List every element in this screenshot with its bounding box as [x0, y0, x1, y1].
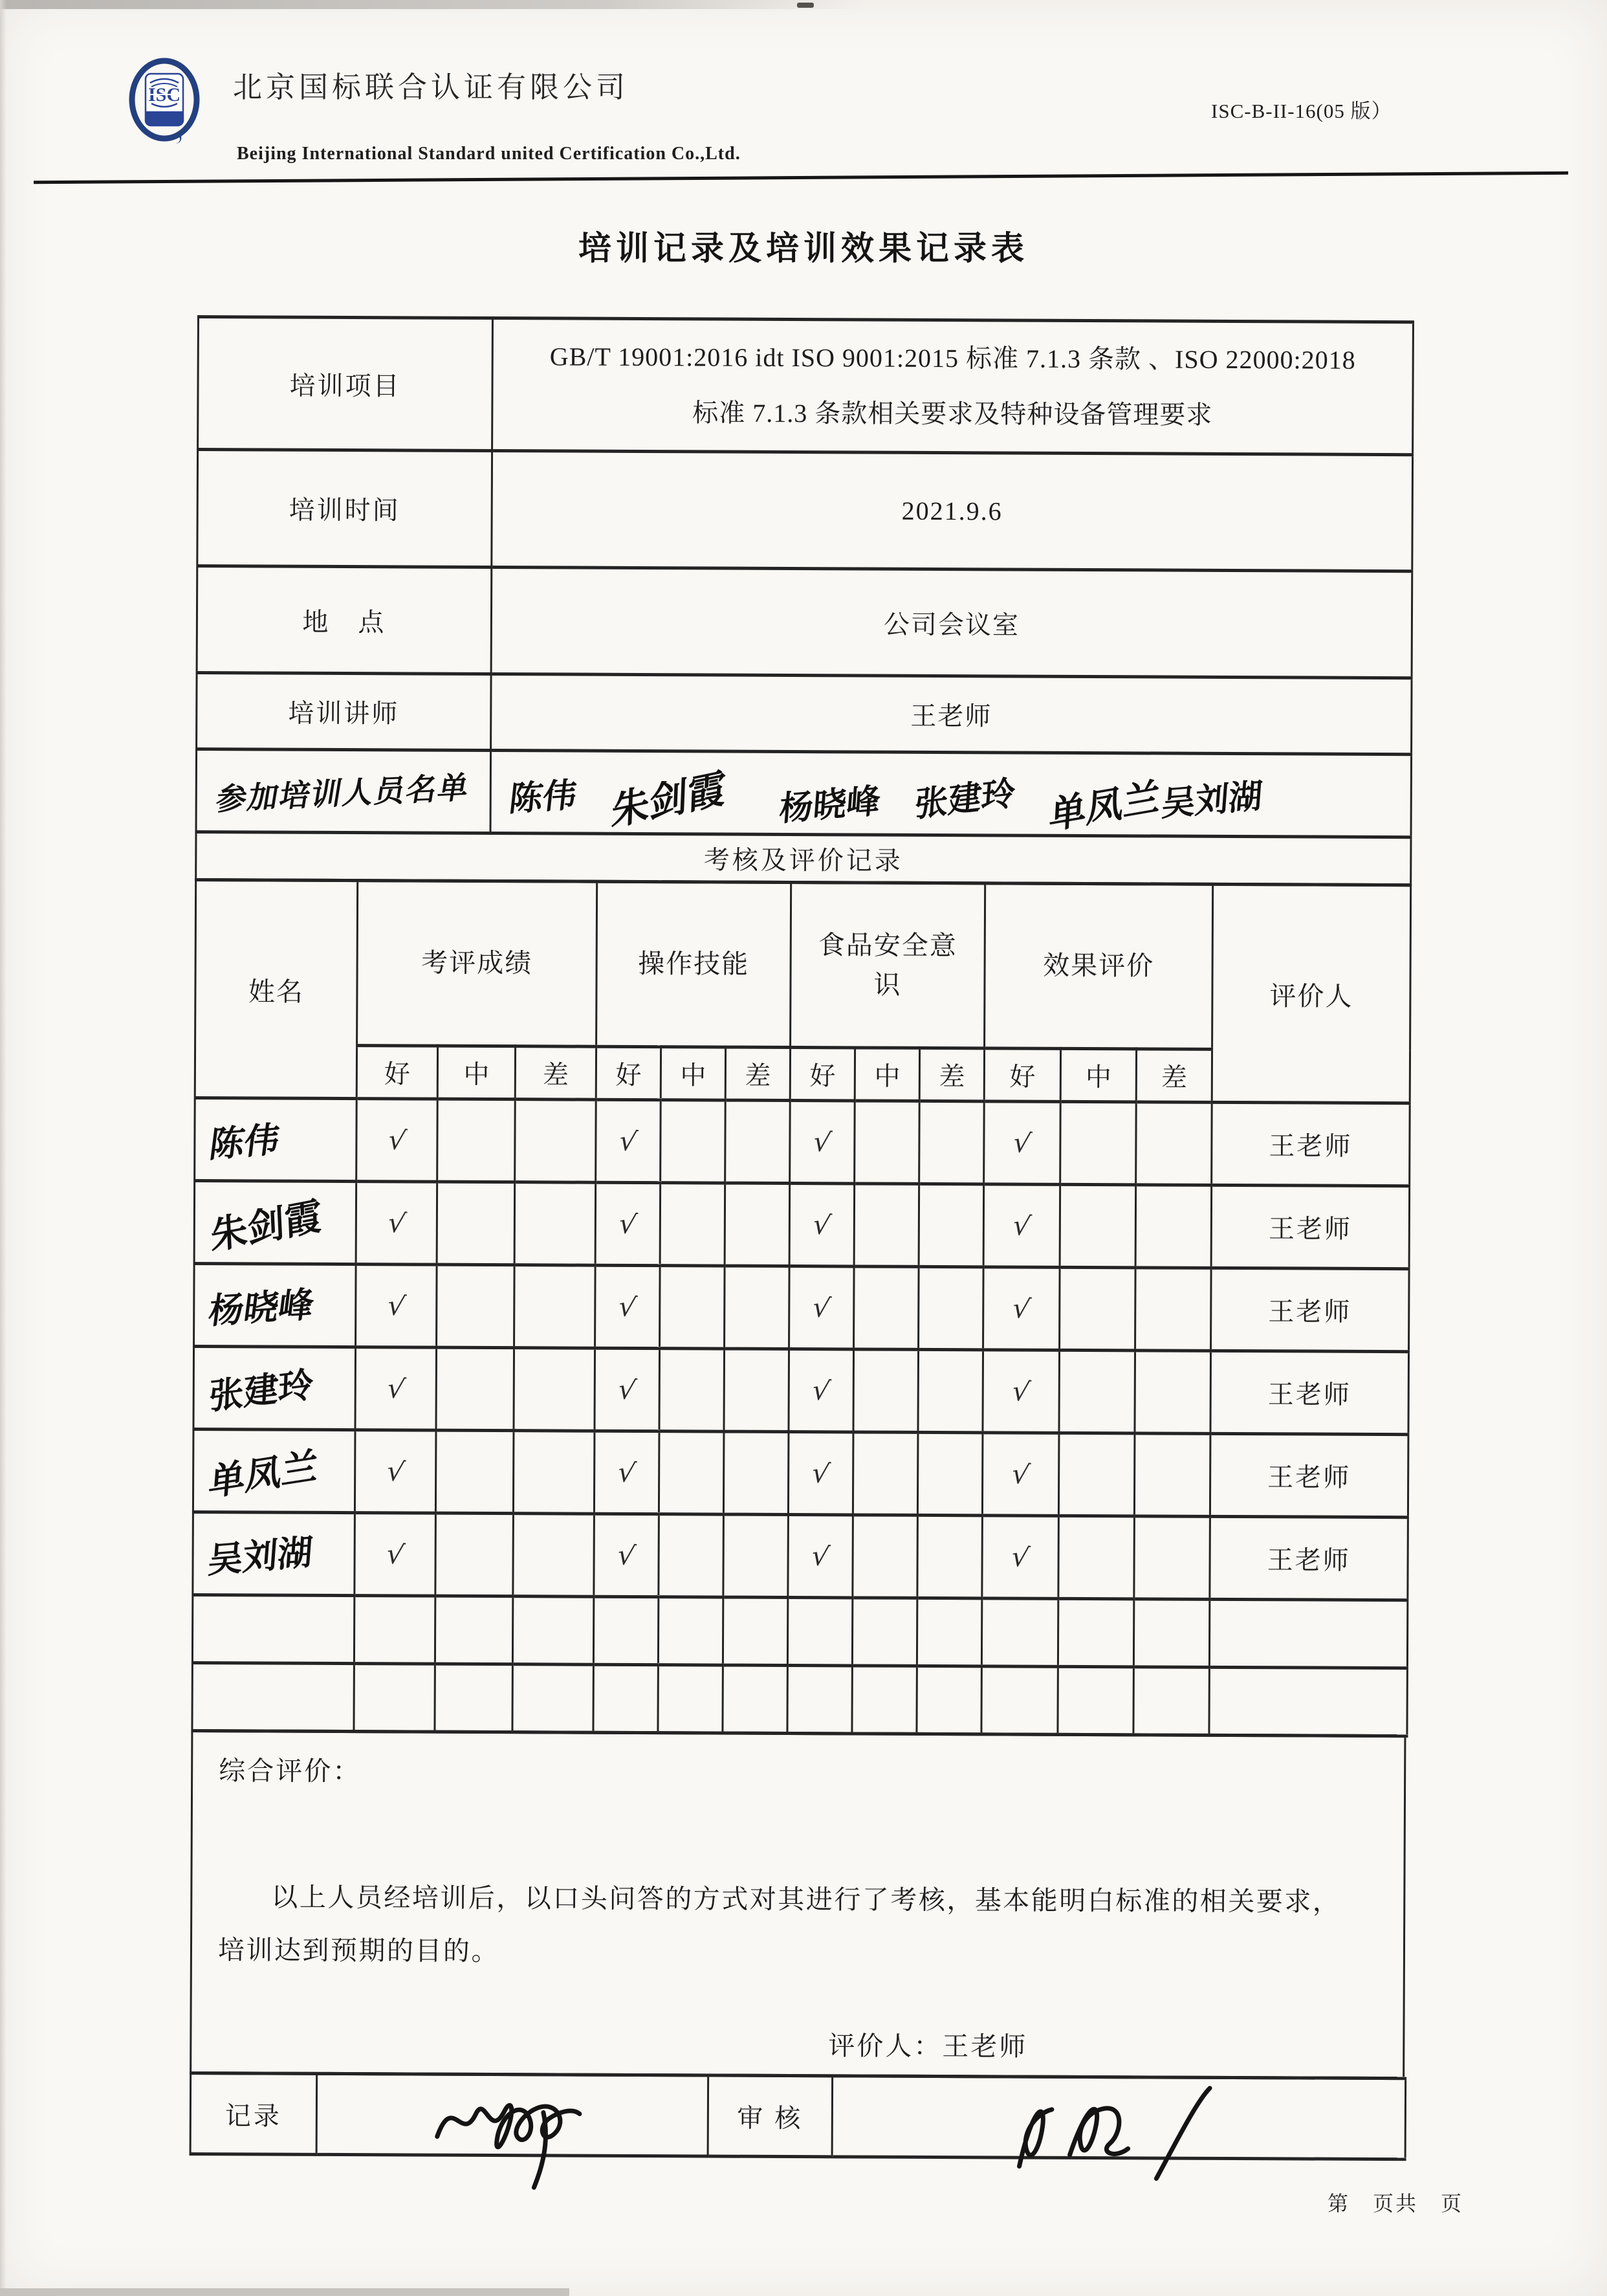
empty-cell	[917, 1666, 981, 1734]
effect-good-check: √	[982, 1516, 1059, 1599]
effect-good-check: √	[982, 1433, 1059, 1516]
score-good-check: √	[355, 1347, 437, 1431]
skill-poor-empty	[725, 1266, 790, 1349]
food-safety-mid-empty	[853, 1432, 918, 1515]
column-group-score: 考评成绩	[357, 881, 597, 1047]
scan-artifact-top-edge	[0, 0, 867, 9]
table-row	[197, 673, 1412, 755]
table-row	[194, 1180, 1410, 1268]
evaluator-cell: 王老师	[1212, 1102, 1410, 1186]
empty-cell	[1209, 1599, 1407, 1668]
empty-cell	[1058, 1666, 1133, 1735]
table-row	[194, 1263, 1410, 1351]
header-divider-line	[34, 171, 1568, 184]
empty-cell	[354, 1596, 435, 1664]
food-safety-mid-empty	[855, 1101, 920, 1184]
subcol-good: 好	[596, 1046, 661, 1099]
empty-cell	[787, 1598, 852, 1666]
summary-text: 以上人员经培训后，以口头问答的方式对其进行了考核，基本能明白标准的相关要求，培训达到预期的目的。	[217, 1882, 1341, 1967]
skill-mid-empty	[661, 1100, 726, 1183]
empty-cell	[593, 1596, 658, 1664]
trainee-name-cell	[194, 1263, 356, 1347]
effect-poor-empty	[1136, 1102, 1212, 1186]
evaluator-cell: 王老师	[1210, 1433, 1408, 1517]
effect-mid-empty	[1058, 1433, 1135, 1516]
project-line-2: 标准 7.1.3 条款相关要求及特种设备管理要求	[692, 398, 1213, 430]
svg-text:ISC: ISC	[148, 84, 181, 105]
empty-cell	[1058, 1598, 1133, 1667]
column-group-skill: 操作技能	[596, 881, 791, 1047]
table-row	[195, 1098, 1410, 1186]
company-name-chinese: 北京国标联合认证有限公司	[233, 71, 629, 104]
assessment-empty-rows	[192, 1595, 1408, 1736]
subcol-good: 好	[984, 1048, 1060, 1102]
training-project-value	[492, 318, 1414, 454]
effect-poor-empty	[1134, 1516, 1210, 1600]
skill-good-check: √	[594, 1514, 659, 1596]
score-poor-empty	[514, 1348, 595, 1431]
empty-cell	[593, 1664, 658, 1732]
skill-poor-empty	[723, 1431, 789, 1514]
table-row	[193, 1346, 1409, 1434]
empty-table-row	[192, 1595, 1407, 1668]
location-value: 公司会议室	[491, 567, 1412, 678]
score-poor-empty	[513, 1514, 595, 1597]
summary-cell	[191, 1730, 1405, 2078]
column-header-name: 姓名	[195, 879, 357, 1098]
trainer-value: 王老师	[491, 674, 1412, 754]
trainee-name-cell	[195, 1098, 357, 1181]
effect-mid-empty	[1060, 1101, 1137, 1185]
summary-label: 综合评价：	[219, 1756, 362, 1787]
score-mid-empty	[437, 1099, 516, 1182]
score-good-check: √	[355, 1430, 436, 1514]
empty-cell	[435, 1596, 512, 1664]
effect-mid-empty	[1059, 1350, 1135, 1433]
empty-cell	[658, 1597, 723, 1665]
effect-good-check: √	[983, 1184, 1060, 1268]
score-mid-empty	[435, 1513, 514, 1596]
evaluator-cell: 王老师	[1210, 1516, 1408, 1600]
isc-company-logo-icon	[128, 56, 201, 148]
skill-mid-empty	[659, 1431, 724, 1514]
subcol-poor: 差	[725, 1047, 790, 1100]
food-safety-mid-empty	[853, 1515, 918, 1598]
column-group-effect: 效果评价	[985, 883, 1213, 1050]
effect-mid-empty	[1058, 1516, 1135, 1599]
empty-cell	[1133, 1599, 1209, 1668]
trainee-signature: 朱剑霞	[210, 1194, 323, 1258]
food-safety-mid-empty	[853, 1349, 919, 1432]
subcol-good: 好	[356, 1046, 437, 1099]
recorder-handwritten-signature	[415, 2066, 609, 2190]
skill-poor-empty	[724, 1349, 789, 1431]
food-safety-poor-empty	[919, 1266, 984, 1349]
scan-artifact-left-edge	[0, 0, 6, 2296]
trainee-signature: 杨晓峰	[206, 1285, 316, 1332]
participant-signature: 单凤兰	[1048, 775, 1162, 837]
reviewer-handwritten-signature	[983, 2069, 1255, 2193]
table-row	[193, 1429, 1408, 1517]
reviewer-signature-cell	[832, 2076, 1406, 2159]
score-mid-empty	[435, 1430, 514, 1514]
food-safety-good-check: √	[789, 1266, 855, 1349]
training-time-value: 2021.9.6	[492, 450, 1413, 571]
food-safety-mid-empty	[854, 1184, 919, 1266]
empty-cell	[435, 1664, 512, 1732]
training-time-label: 培训时间	[197, 450, 492, 568]
effect-poor-empty	[1134, 1433, 1210, 1517]
trainee-name-cell	[193, 1512, 355, 1595]
section-band-row	[196, 832, 1411, 885]
empty-cell	[981, 1666, 1058, 1735]
score-good-check: √	[356, 1182, 437, 1265]
document-code: ISC-B-II-16(05 版）	[1211, 100, 1392, 122]
subcol-poor: 差	[1136, 1049, 1212, 1103]
table-row	[197, 450, 1413, 571]
trainee-name-cell	[194, 1180, 356, 1264]
table-row	[198, 317, 1414, 455]
effect-poor-empty	[1135, 1185, 1212, 1268]
empty-cell	[658, 1665, 723, 1733]
score-poor-empty	[513, 1431, 595, 1514]
empty-cell	[852, 1598, 917, 1666]
score-mid-empty	[437, 1264, 515, 1348]
approval-table	[190, 2071, 1407, 2161]
empty-cell	[512, 1664, 593, 1733]
food-safety-good-check: √	[788, 1432, 853, 1515]
trainee-name-cell	[193, 1429, 355, 1512]
evaluator-cell: 王老师	[1210, 1351, 1409, 1434]
empty-cell	[192, 1662, 354, 1731]
empty-cell	[512, 1596, 593, 1665]
empty-cell	[192, 1595, 354, 1663]
participants-row	[196, 749, 1412, 837]
score-good-check: √	[355, 1513, 436, 1596]
skill-good-check: √	[595, 1348, 660, 1431]
table-row	[193, 1512, 1408, 1600]
column-group-food-safety: 食品安全意识	[791, 883, 985, 1048]
food-safety-poor-empty	[919, 1101, 985, 1184]
evaluator-cell: 王老师	[1211, 1185, 1410, 1268]
food-safety-good-check: √	[790, 1101, 855, 1184]
participants-label-handwritten: 参加培训人员名单	[213, 771, 473, 817]
subcol-poor: 差	[919, 1048, 984, 1101]
trainee-signature: 陈伟	[207, 1120, 282, 1165]
participant-signature: 杨晓峰	[778, 782, 882, 828]
empty-cell	[723, 1597, 787, 1665]
skill-good-check: √	[594, 1431, 659, 1514]
effect-good-check: √	[983, 1267, 1060, 1351]
subcol-mid: 中	[1060, 1048, 1136, 1102]
assessment-table	[191, 878, 1412, 1738]
trainee-signature: 张建玲	[208, 1365, 314, 1417]
empty-cell	[852, 1666, 917, 1734]
food-safety-good-check: √	[788, 1515, 853, 1598]
score-mid-empty	[437, 1182, 515, 1265]
skill-good-check: √	[596, 1099, 661, 1182]
scan-artifact-bottom-edge	[0, 2288, 569, 2296]
recorder-signature-cell	[316, 2073, 708, 2156]
participant-signature: 朱剑霞	[610, 766, 727, 834]
participants-label-cell	[196, 749, 491, 833]
company-name-english: Beijing International Standard united Certification Co.,Ltd.	[237, 144, 741, 164]
column-header-evaluator: 评价人	[1212, 884, 1410, 1103]
page-title: 培训记录及培训效果记录表	[578, 230, 1029, 267]
assessment-rows	[193, 1098, 1410, 1600]
trainee-signature: 吴刘湖	[206, 1532, 314, 1581]
empty-cell	[787, 1666, 852, 1734]
subcol-good: 好	[790, 1048, 855, 1101]
location-label: 地 点	[197, 566, 492, 674]
record-label: 记录	[190, 2073, 317, 2154]
skill-mid-empty	[659, 1514, 724, 1597]
food-safety-poor-empty	[917, 1432, 983, 1515]
project-line-1: GB/T 19001:2016 idt ISO 9001:2015 标准 7.1.3 条款 、ISO 22000:2018	[549, 342, 1356, 375]
training-info-table	[195, 315, 1414, 887]
score-mid-empty	[436, 1347, 514, 1431]
empty-cell	[723, 1665, 787, 1733]
effect-poor-empty	[1135, 1268, 1212, 1351]
summary-evaluator-line: 评价人：王老师	[828, 2031, 1028, 2062]
food-safety-poor-empty	[918, 1349, 983, 1432]
skill-mid-empty	[660, 1183, 725, 1266]
food-safety-poor-empty	[919, 1184, 984, 1266]
score-poor-empty	[515, 1099, 596, 1183]
subcol-mid: 中	[855, 1048, 919, 1101]
skill-mid-empty	[659, 1349, 725, 1431]
participant-signature: 张建玲	[913, 775, 1016, 824]
empty-cell	[1133, 1667, 1209, 1736]
summary-table	[190, 1729, 1406, 2080]
subcol-mid: 中	[661, 1047, 725, 1100]
evaluator-cell: 王老师	[1211, 1268, 1410, 1351]
table-row	[197, 566, 1412, 678]
participant-signature: 吴刘湖	[1160, 777, 1264, 824]
food-safety-mid-empty	[854, 1266, 919, 1349]
effect-poor-empty	[1135, 1351, 1211, 1434]
skill-poor-empty	[723, 1514, 789, 1597]
food-safety-good-check: √	[789, 1349, 854, 1432]
food-safety-good-check: √	[789, 1184, 855, 1266]
food-safety-poor-empty	[917, 1515, 983, 1598]
empty-cell	[917, 1598, 981, 1666]
effect-mid-empty	[1060, 1184, 1136, 1268]
score-poor-empty	[514, 1182, 596, 1266]
scan-artifact-mark	[797, 3, 814, 8]
approval-row	[190, 2073, 1406, 2159]
effect-good-check: √	[983, 1350, 1060, 1433]
review-label: 审 核	[708, 2075, 833, 2157]
page-number-footer: 第 页共 页	[1328, 2192, 1464, 2215]
trainee-name-cell	[193, 1346, 356, 1429]
assessment-section-title: 考核及评价记录	[196, 832, 1411, 885]
empty-cell	[354, 1664, 435, 1732]
effect-good-check: √	[984, 1101, 1061, 1185]
summary-row	[191, 1730, 1405, 2078]
trainer-label: 培训讲师	[197, 673, 492, 751]
skill-good-check: √	[595, 1182, 661, 1265]
trainee-signature: 单凤兰	[207, 1445, 320, 1504]
subcol-poor: 差	[515, 1046, 596, 1100]
empty-table-row	[192, 1662, 1407, 1736]
skill-mid-empty	[660, 1266, 725, 1349]
participants-signatures-cell	[490, 750, 1412, 837]
skill-good-check: √	[595, 1265, 661, 1348]
skill-poor-empty	[725, 1100, 791, 1183]
empty-cell	[1209, 1667, 1407, 1736]
score-good-check: √	[356, 1099, 438, 1182]
training-project-label: 培训项目	[198, 317, 493, 451]
participant-signature: 陈伟	[507, 777, 579, 819]
skill-poor-empty	[725, 1183, 790, 1266]
form-table	[190, 315, 1412, 2161]
effect-mid-empty	[1060, 1267, 1136, 1351]
assessment-header-row	[195, 879, 1411, 1050]
score-poor-empty	[514, 1265, 596, 1349]
empty-cell	[981, 1598, 1058, 1667]
subcol-mid: 中	[437, 1046, 515, 1099]
score-good-check: √	[356, 1264, 437, 1348]
